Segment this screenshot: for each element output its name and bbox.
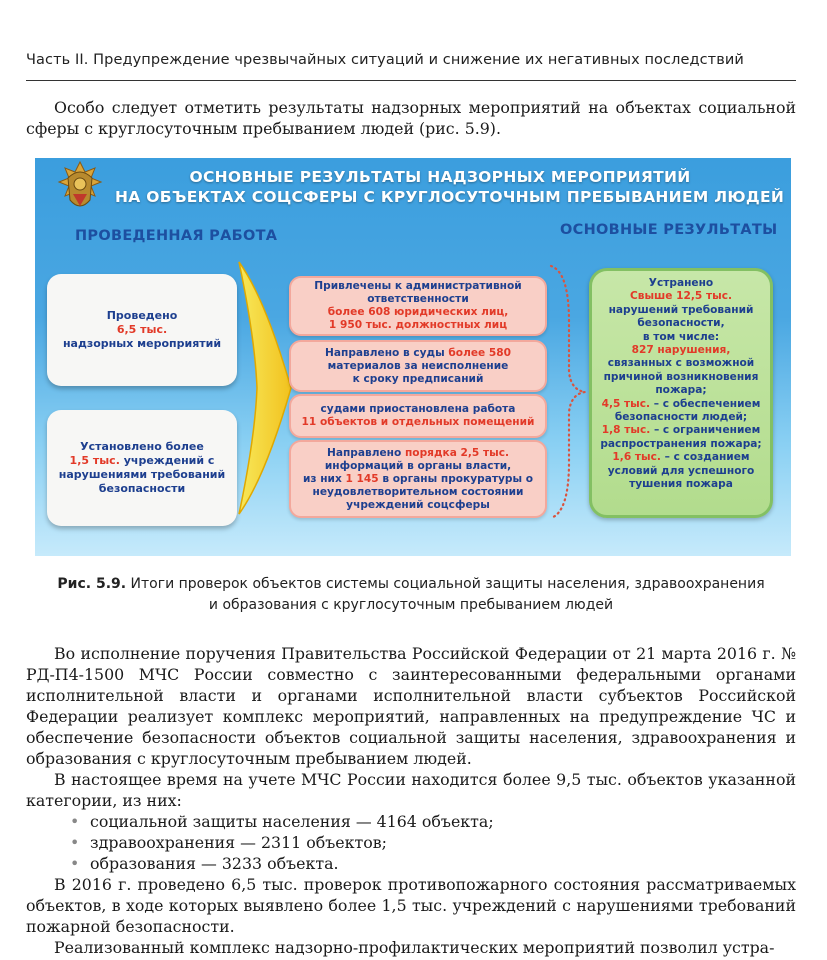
body-paragraph-3: В 2016 г. проведено 6,5 тыс. проверок противопожарного состояния рассматриваемых объектов, в ходе которых выявлено более 1,5 тыс. учреждений с нарушениями требований пожарной безопасности. (26, 875, 796, 936)
bullet-icon: • (70, 812, 80, 831)
body-paragraph-4: Реализованный комплекс надзорно-профилактических мероприятий позволил устра- (54, 938, 775, 957)
body-paragraph-2: В настоящее время на учете МЧС России находится более 9,5 тыс. объектов указанной категории, из них: (26, 770, 796, 810)
work-box-violations (47, 410, 237, 526)
results-text: Устранено (648, 277, 714, 289)
work-box-text: нарушениями требований (58, 468, 226, 481)
result-text: Направлено в суды (324, 346, 449, 359)
work-box-value: 6,5 тыс. (116, 323, 168, 336)
results-value: 827 нарушения, (631, 344, 731, 357)
list-item-text: социальной защиты населения — 4164 объекта; (90, 812, 494, 831)
results-text (592, 398, 770, 411)
results-value: 1,8 тыс. (601, 424, 651, 437)
left-heading: ПРОВЕДЕННАЯ РАБОТА (75, 228, 278, 244)
results-text: пожара; (655, 384, 707, 397)
caption-line1 (26, 574, 796, 595)
results-text: нарушений требований (608, 303, 754, 316)
result-box-courts (289, 340, 547, 392)
list-item-text: здравоохранения — 2311 объектов; (90, 833, 387, 852)
result-value: 11 объектов и отдельных помещений (301, 416, 535, 428)
result-text: к сроку предписаний (352, 372, 484, 385)
work-box-text: надзорных мероприятий (62, 337, 222, 350)
result-value: порядка 2,5 тыс. (404, 446, 510, 459)
result-value: 1 950 тыс. должностных лиц (328, 319, 508, 331)
result-text: в органы прокуратуры о (378, 472, 534, 485)
dotted-brace-icon (547, 262, 587, 522)
result-text: Привлечены к административной (314, 280, 522, 292)
result-box-information (289, 440, 547, 518)
infographic-figure (35, 158, 791, 556)
result-text: неудовлетворительном состоянии (312, 485, 524, 498)
result-text: учреждений соцсферы (346, 498, 490, 511)
result-text: материалов за неисполнение (327, 359, 509, 372)
results-text: – с ограничением (650, 424, 761, 437)
mchs-emblem-icon (55, 160, 105, 216)
result-box-admin (289, 276, 547, 336)
result-text (291, 447, 545, 460)
work-box-text: Проведено (106, 309, 178, 322)
result-value: более 608 юридических лиц, (327, 306, 509, 318)
right-heading: ОСНОВНЫЕ РЕЗУЛЬТАТЫ (560, 222, 778, 238)
results-text: условий для успешного (607, 464, 755, 477)
work-box-text: Установлено более (80, 440, 204, 453)
results-value: 4,5 тыс. (601, 397, 651, 410)
result-value: более 580 (448, 346, 511, 359)
list-item (26, 811, 796, 832)
work-box-value: 1,5 тыс. (69, 454, 120, 467)
results-value: Свыше 12,5 тыс. (629, 290, 733, 303)
results-text (592, 451, 770, 464)
result-text (291, 473, 545, 486)
bullet-icon: • (70, 833, 80, 852)
work-box-text (47, 454, 237, 468)
body-paragraph-1: Во исполнение поручения Правительства Российской Федерации от 21 марта 2016 г. № РД-П4-1500 МЧС России совместно с заинтересованными федеральными органами исполнительной власти и органами исполнительной власти субъектов Российской Федерации реализует комплекс мероприятий, направленных на предупреждение ЧС и обеспечение безопасности объектов социальной защиты населения, здравоохранения и образования с круглосуточным пребыванием людей. (26, 644, 796, 768)
results-text: безопасности, (637, 317, 725, 330)
result-text: ответственности (367, 293, 469, 305)
figure-caption (26, 574, 796, 616)
figure-title-line2: НА ОБЪЕКТАХ СОЦСФЕРЫ С КРУГЛОСУТОЧНЫМ ПРЕБЫВАНИЕМ ЛЮДЕЙ (115, 188, 785, 206)
work-box-inspections (47, 274, 237, 386)
caption-line2: и образования с круглосуточным пребыванием людей (208, 597, 614, 613)
main-results-box (589, 268, 773, 518)
yellow-arrow-icon (235, 258, 295, 518)
list-item (26, 832, 796, 853)
results-text (592, 424, 770, 437)
work-box-text: безопасности (98, 482, 186, 495)
objects-list (26, 811, 796, 874)
results-value: 1,6 тыс. (612, 451, 661, 464)
caption-label: Рис. 5.9. (57, 576, 127, 592)
results-text: распространения пожара; (600, 437, 762, 450)
results-text: тушения пожара (629, 478, 733, 491)
results-text: связанных с возможной (607, 357, 755, 370)
result-text: из них (302, 472, 346, 485)
intro-paragraph: Особо следует отметить результаты надзорных мероприятий на объектах социальной сферы с круглосуточным пребыванием людей (рис. 5.9). (26, 98, 796, 138)
result-text (291, 347, 545, 360)
result-text: судами приостановлена работа (320, 403, 516, 415)
results-text: – с созданием (660, 451, 750, 464)
list-item-text: образования — 3233 объекта. (90, 854, 339, 873)
result-text: информаций в органы власти, (324, 459, 512, 472)
work-box-text: учреждений с (119, 454, 215, 467)
results-text: – с обеспечением (650, 397, 761, 410)
caption-text: Итоги проверок объектов системы социальной защиты населения, здравоохранения (126, 576, 765, 592)
header-rule (26, 80, 796, 81)
results-text: безопасности людей; (614, 411, 748, 424)
results-text: в том числе: (642, 330, 720, 343)
list-item (26, 853, 796, 874)
running-head: Часть II. Предупреждение чрезвычайных ситуаций и снижение их негативных последствий (26, 52, 744, 68)
figure-title-line1: ОСНОВНЫЕ РЕЗУЛЬТАТЫ НАДЗОРНЫХ МЕРОПРИЯТИЙ (189, 168, 691, 186)
result-text: Направлено (326, 446, 405, 459)
bullet-icon: • (70, 854, 80, 873)
result-box-suspended (289, 394, 547, 438)
result-value: 1 145 (345, 472, 379, 485)
results-text: причиной возникновения (603, 370, 759, 383)
